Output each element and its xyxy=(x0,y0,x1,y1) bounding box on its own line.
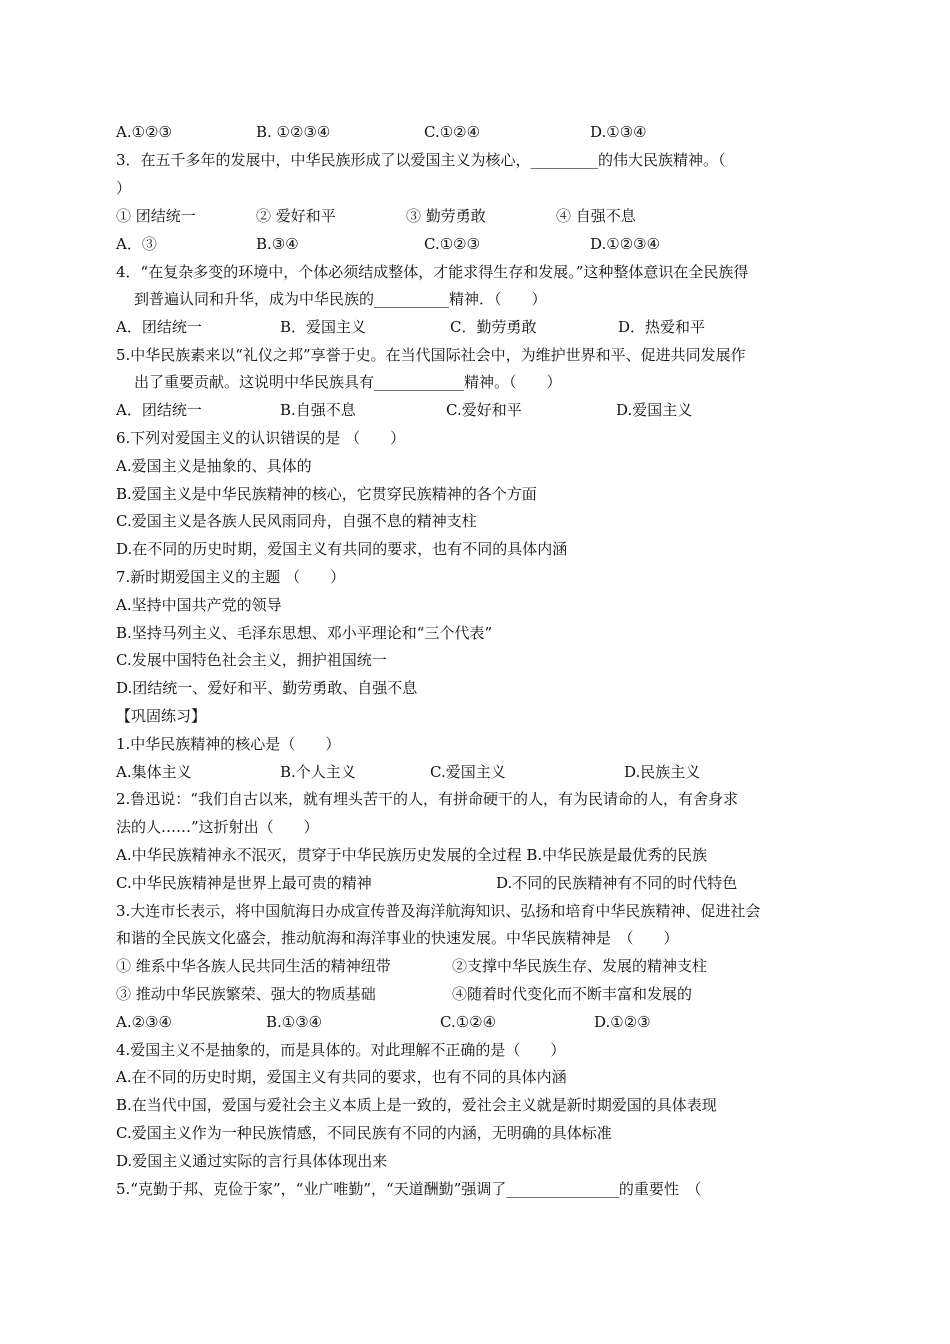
practice-3-stem-cont: 和谐的全民族文化盛会，推动航海和海洋事业的快速发展。中华民族精神是 （ ） xyxy=(116,929,679,947)
option-c: C.爱好和平 xyxy=(446,401,522,419)
question-7-stem: 7.新时期爱国主义的主题 （ ） xyxy=(116,568,346,586)
question-6-option-a: A.爱国主义是抽象的、具体的 xyxy=(116,457,312,475)
option-a: A．团结统一 xyxy=(116,401,202,419)
question-7-option-b: B.坚持马列主义、毛泽东思想、邓小平理论和“三个代表” xyxy=(116,624,493,642)
question-7-option-c: C.发展中国特色社会主义，拥护祖国统一 xyxy=(116,651,387,669)
question-5-stem: 5.中华民族素来以“礼仪之邦”享誉于史。在当代国际社会中，为维护世界和平、促进共同发展作 xyxy=(116,346,746,364)
practice-4-option-d: D.爱国主义通过实际的言行具体体现出来 xyxy=(116,1152,388,1170)
option-a: A.②③④ xyxy=(116,1013,172,1031)
option-c: C．勤劳勇敢 xyxy=(450,318,537,336)
practice-1-stem: 1.中华民族精神的核心是（ ） xyxy=(116,735,341,753)
practice-2-stem-cont: 法的人……”这折射出（ ） xyxy=(116,818,319,836)
option-b: B. ①②③④ xyxy=(256,123,331,141)
option-d: D.①②③ xyxy=(594,1013,651,1031)
question-4-stem-cont: 到普遍认同和升华，成为中华民族的__________精神．（ ） xyxy=(134,290,547,308)
item-4: ④ 自强不息 xyxy=(556,207,636,225)
question-5-stem-cont: 出了重要贡献。这说明中华民族具有____________精神。（ ） xyxy=(134,373,562,391)
option-b: B.个人主义 xyxy=(280,763,356,781)
practice-3-stem: 3.大连市长表示，将中国航海日办成宣传普及海洋航海知识、弘扬和培育中华民族精神、促进社会 xyxy=(116,902,761,920)
question-6-option-b: B.爱国主义是中华民族精神的核心，它贯穿民族精神的各个方面 xyxy=(116,485,537,503)
item-3: ③ 勤劳勇敢 xyxy=(406,207,486,225)
item-1: ① 团结统一 xyxy=(116,207,196,225)
practice-5-stem: 5.“克勤于邦、克俭于家”，“业广唯勤”，“天道酬勤”强调了_______________的重要性 （ xyxy=(116,1180,702,1198)
practice-2-stem: 2.鲁迅说：“我们自古以来，就有埋头苦干的人，有拼命硬干的人，有为民请命的人，有舍身求 xyxy=(116,790,738,808)
practice-2-options-ab: A.中华民族精神永不泯灭，贯穿于中华民族历史发展的全过程 B.中华民族是最优秀的民族 xyxy=(116,846,708,864)
practice-4-option-c: C.爱国主义作为一种民族情感，不同民族有不同的内涵，无明确的具体标准 xyxy=(116,1124,612,1142)
item-1: ① 维系中华各族人民共同生活的精神纽带 xyxy=(116,957,391,975)
item-4: ④随着时代变化而不断丰富和发展的 xyxy=(452,985,693,1003)
practice-4-option-b: B.在当代中国，爱国与爱社会主义本质上是一致的，爱社会主义就是新时期爱国的具体表现 xyxy=(116,1096,717,1114)
option-c: C.①②④ xyxy=(440,1013,497,1031)
option-d: D.①②③④ xyxy=(590,235,661,253)
question-3-stem-cont: ） xyxy=(116,179,132,197)
option-c: C.中华民族精神是世界上最可贵的精神 xyxy=(116,874,372,892)
question-6-option-c: C.爱国主义是各族人民风雨同舟，自强不息的精神支柱 xyxy=(116,512,477,530)
option-b: B.③④ xyxy=(256,235,299,253)
option-a: A.集体主义 xyxy=(116,763,192,781)
option-d: D.①③④ xyxy=(590,123,647,141)
option-d: D.爱国主义 xyxy=(616,401,693,419)
option-a: A．团结统一 xyxy=(116,318,202,336)
item-2: ②支撑中华民族生存、发展的精神支柱 xyxy=(452,957,708,975)
question-3-stem: 3．在五千多年的发展中，中华民族形成了以爱国主义为核心，_________的伟大民族精神。（ xyxy=(116,151,726,169)
option-b: B．爱国主义 xyxy=(280,318,367,336)
option-c: C.①②③ xyxy=(424,235,481,253)
question-7-option-d: D.团结统一、爱好和平、勤劳勇敢、自强不息 xyxy=(116,679,418,697)
option-c: C.爱国主义 xyxy=(430,763,506,781)
option-b: B.①③④ xyxy=(266,1013,323,1031)
option-d: D．热爱和平 xyxy=(618,318,706,336)
practice-4-option-a: A.在不同的历史时期，爱国主义有共同的要求，也有不同的具体内涵 xyxy=(116,1068,567,1086)
item-3: ③ 推动中华民族繁荣、强大的物质基础 xyxy=(116,985,376,1003)
option-d: D.不同的民族精神有不同的时代特色 xyxy=(496,874,738,892)
option-a: A．③ xyxy=(116,235,157,253)
question-7-option-a: A.坚持中国共产党的领导 xyxy=(116,596,282,614)
question-6-option-d: D.在不同的历史时期，爱国主义有共同的要求，也有不同的具体内涵 xyxy=(116,540,568,558)
option-d: D.民族主义 xyxy=(624,763,701,781)
practice-4-stem: 4.爱国主义不是抽象的，而是具体的。对此理解不正确的是（ ） xyxy=(116,1041,566,1059)
question-6-stem: 6.下列对爱国主义的认识错误的是 （ ） xyxy=(116,429,406,447)
option-a: A.①②③ xyxy=(116,123,172,141)
option-b: B.自强不息 xyxy=(280,401,356,419)
section-title: 【巩固练习】 xyxy=(116,707,207,725)
question-4-stem: 4．“在复杂多变的环境中，个体必须结成整体，才能求得生存和发展。”这种整体意识在全民族得 xyxy=(116,263,749,281)
option-c: C.①②④ xyxy=(424,123,481,141)
item-2: ② 爱好和平 xyxy=(256,207,336,225)
